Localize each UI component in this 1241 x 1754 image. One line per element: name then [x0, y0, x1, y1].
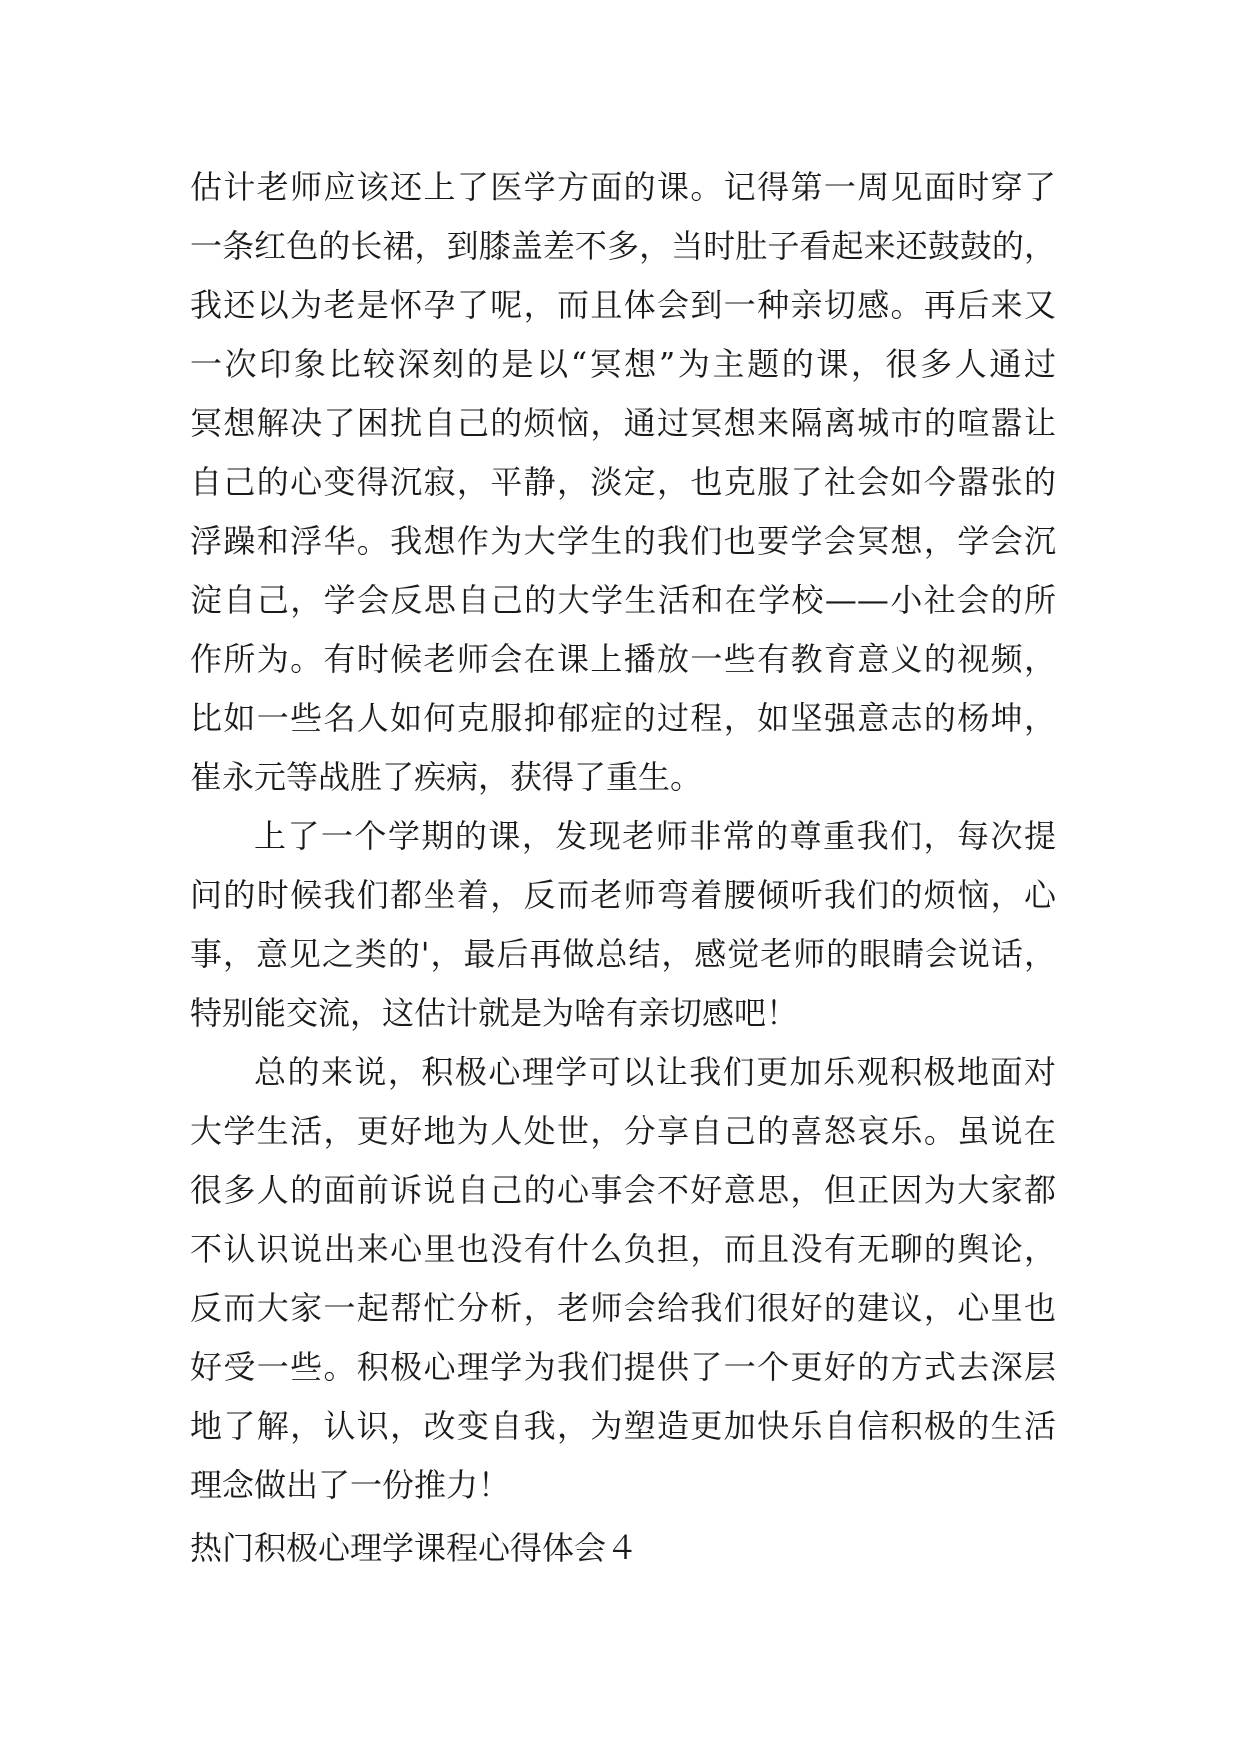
- paragraph-3: [190, 1043, 1056, 1515]
- text-line: 估计老师应该还上了医学方面的课。记得第一周见面时穿了: [190, 168, 1056, 206]
- text-line: 作所为。有时候老师会在课上播放一些有教育意义的视频，: [190, 640, 1056, 678]
- text-line: 上了一个学期的课，发现老师非常的尊重我们，每次提: [254, 817, 1056, 855]
- text-line: 淀自己，学会反思自己的大学生活和在学校——小社会的所: [190, 581, 1056, 619]
- text-line: 事，意见之类的'，最后再做总结，感觉老师的眼睛会说话，: [190, 935, 1056, 973]
- text-line: 自己的心变得沉寂，平静，淡定，也克服了社会如今嚣张的: [190, 463, 1056, 501]
- text-line: 浮躁和浮华。我想作为大学生的我们也要学会冥想，学会沉: [190, 522, 1056, 560]
- text-line: 总的来说，积极心理学可以让我们更加乐观积极地面对: [254, 1053, 1056, 1091]
- text-line: 我还以为老是怀孕了呢，而且体会到一种亲切感。再后来又: [190, 286, 1056, 324]
- text-line: 很多人的面前诉说自己的心事会不好意思，但正因为大家都: [190, 1171, 1056, 1209]
- text-line: 一次印象比较深刻的是以“冥想”为主题的课，很多人通过: [190, 345, 1056, 383]
- text-line: 一条红色的长裙，到膝盖差不多，当时肚子看起来还鼓鼓的，: [190, 227, 1056, 265]
- text-line: 崔永元等战胜了疾病，获得了重生。: [190, 758, 703, 796]
- paragraph-1: [190, 158, 1056, 807]
- document-body: [190, 158, 1056, 1578]
- text-line: 理念做出了一份推力！: [190, 1466, 511, 1504]
- text-line: 不认识说出来心里也没有什么负担，而且没有无聊的舆论，: [190, 1230, 1056, 1268]
- text-line: 反而大家一起帮忙分析，老师会给我们很好的建议，心里也: [190, 1289, 1056, 1327]
- text-line: 大学生活，更好地为人处世，分享自己的喜怒哀乐。虽说在: [190, 1112, 1056, 1150]
- paragraph-2: [190, 807, 1056, 1043]
- text-line: 地了解，认识，改变自我，为塑造更加快乐自信积极的生活: [190, 1407, 1056, 1445]
- text-line: 特别能交流，这估计就是为啥有亲切感吧！: [190, 994, 799, 1032]
- text-line: 冥想解决了困扰自己的烦恼，通过冥想来隔离城市的喧嚣让: [190, 404, 1056, 442]
- text-line: 问的时候我们都坐着，反而老师弯着腰倾听我们的烦恼，心: [190, 876, 1056, 914]
- section-heading: 热门积极心理学课程心得体会４: [190, 1529, 639, 1567]
- text-line: 比如一些名人如何克服抑郁症的过程，如坚强意志的杨坤，: [190, 699, 1056, 737]
- text-line: 好受一些。积极心理学为我们提供了一个更好的方式去深层: [190, 1348, 1056, 1386]
